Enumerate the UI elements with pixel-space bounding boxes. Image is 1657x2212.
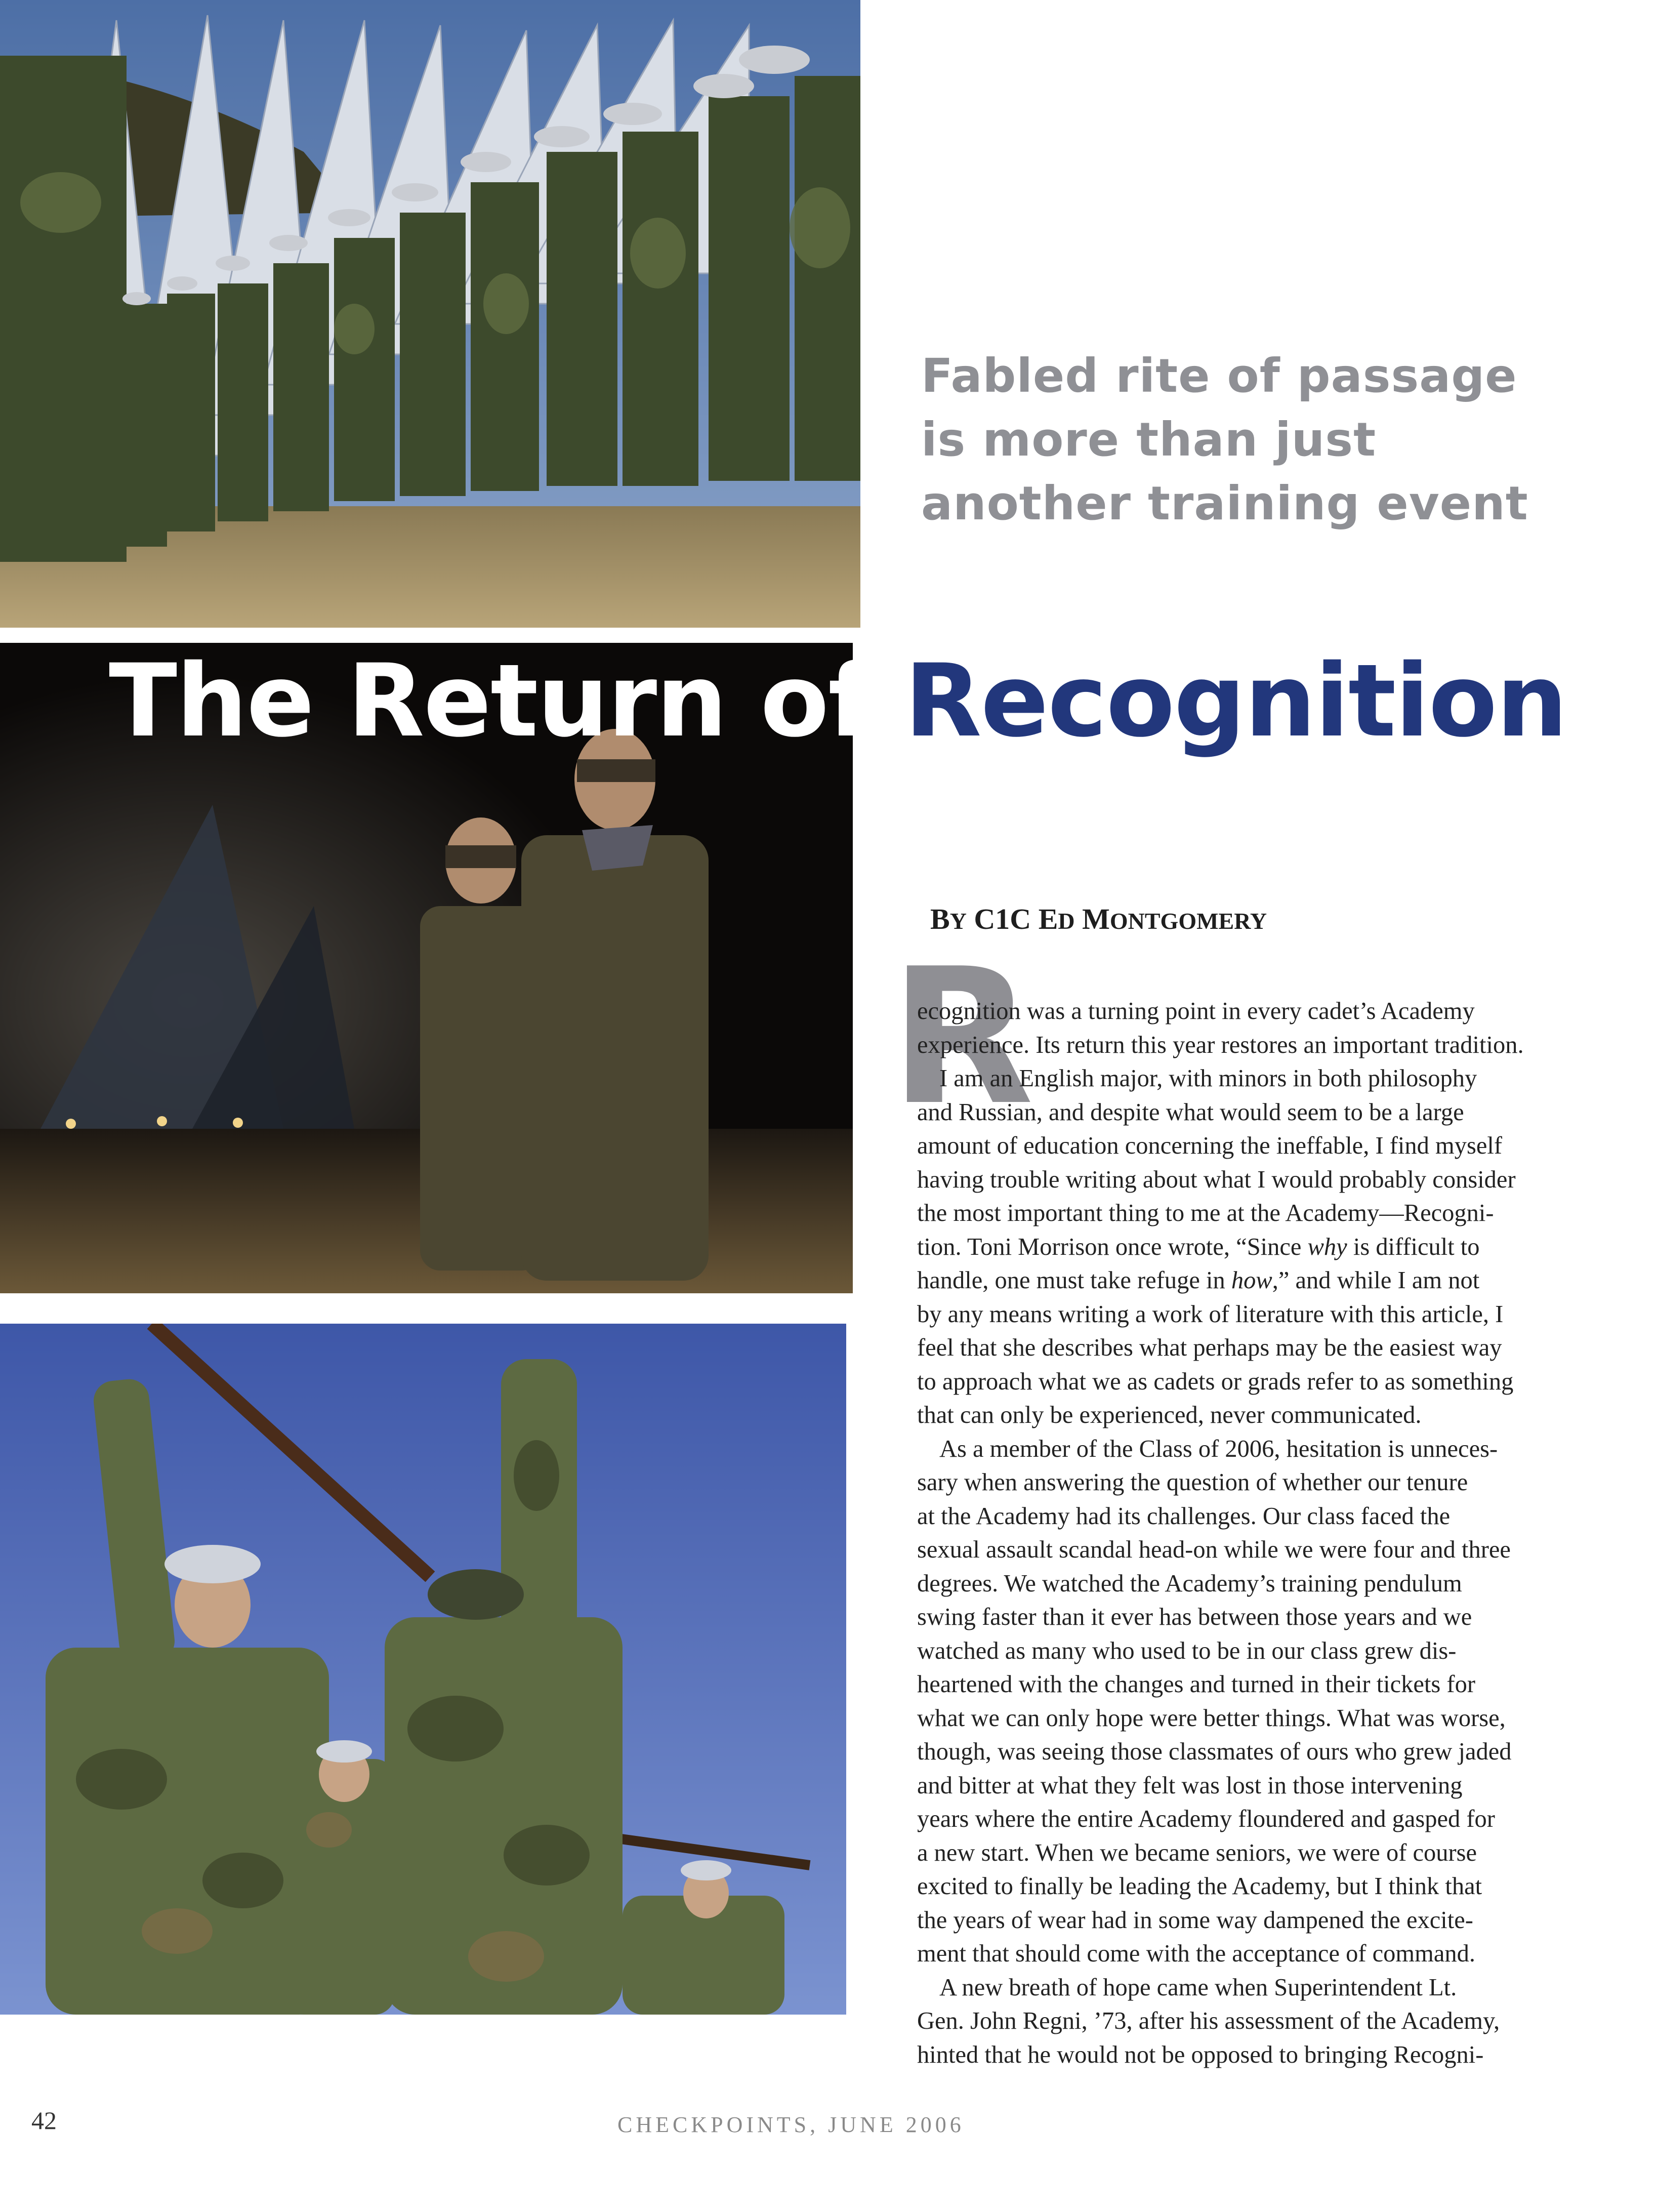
- body-line: A new breath of hope came when Superintendent Lt.: [939, 1974, 1457, 2001]
- body-line: though, was seeing those classmates of ours who grew jaded: [917, 1738, 1512, 1765]
- body-line: Gen. John Regni, ’73, after his assessment of the Academy,: [917, 2008, 1500, 2034]
- article-headline: [109, 635, 1566, 767]
- photo-cadets-in-line: [0, 0, 860, 628]
- byline-by: BY: [930, 903, 967, 935]
- body-line: what we can only hope were better things. What was worse,: [917, 1704, 1506, 1732]
- body-line: a new start. When we became seniors, we were of course: [917, 1839, 1477, 1866]
- body-line: at the Academy had its challenges. Our class faced the: [917, 1502, 1451, 1530]
- deck-line: another training event: [921, 476, 1528, 530]
- drop-cap: R: [890, 929, 1034, 1146]
- body-line: years where the entire Academy floundered and gasped for: [917, 1806, 1495, 1832]
- body-line: sexual assault scandal head-on while we were four and three: [917, 1536, 1511, 1563]
- deck-line: is more than just: [921, 413, 1377, 467]
- body-line: excited to finally be leading the Academy, but I think that: [917, 1873, 1482, 1900]
- body-line: by any means writing a work of literature with this article, I: [917, 1300, 1504, 1328]
- headline-part-blue: Recognition: [904, 642, 1567, 759]
- page-number: 42: [31, 2106, 57, 2135]
- body-line: As a member of the Class of 2006, hesitation is unneces-: [939, 1435, 1498, 1462]
- body-line: having trouble writing about what I would probably consider: [917, 1166, 1516, 1193]
- body-line: degrees. We watched the Academy’s training pendulum: [917, 1570, 1462, 1597]
- body-line: I am an English major, with minors in both philosophy: [939, 1065, 1477, 1092]
- body-line: the years of wear had in some way dampened the excite-: [917, 1906, 1473, 1934]
- body-line: that can only be experienced, never communicated.: [917, 1402, 1422, 1428]
- body-line: tion. Toni Morrison once wrote, “Since why is difficult to: [917, 1233, 1480, 1260]
- body-line: handle, one must take refuge in how,” and while I am not: [917, 1267, 1480, 1294]
- body-line: to approach what we as cadets or grads refer to as something: [917, 1368, 1514, 1395]
- body-line: heartened with the changes and turned in their tickets for: [917, 1671, 1475, 1698]
- body-line: feel that she describes what perhaps may be the easiest way: [917, 1334, 1502, 1361]
- publication-footer: CHECKPOINTS, JUNE 2006: [617, 2112, 965, 2137]
- body-line: hinted that he would not be opposed to bringing Recogni-: [917, 2041, 1484, 2068]
- article-deck: [921, 344, 1579, 536]
- body-line: the most important thing to me at the Academy—Recogni-: [917, 1200, 1494, 1226]
- body-line: amount of education concerning the ineffable, I find myself: [917, 1132, 1502, 1159]
- photo-cadets-with-rifles: [0, 1324, 846, 2015]
- article-body: [917, 995, 1590, 2072]
- byline-last-name: MONTGOMERY: [1082, 903, 1267, 935]
- body-line: ecognition was a turning point in every cadet’s Academy: [917, 998, 1475, 1025]
- body-line: ment that should come with the acceptance of command.: [917, 1940, 1475, 1967]
- byline-first-name: ED: [1038, 903, 1075, 935]
- body-line: and bitter at what they felt was lost in those intervening: [917, 1772, 1463, 1799]
- body-line: watched as many who used to be in our class grew dis-: [917, 1637, 1457, 1664]
- body-line: and Russian, and despite what would seem to be a large: [917, 1098, 1464, 1126]
- deck-line: Fabled rite of passage: [921, 349, 1517, 403]
- body-line: sary when answering the question of whether our tenure: [917, 1469, 1468, 1496]
- byline-rank: C1C: [974, 903, 1031, 935]
- headline-part-white: The Return of: [109, 642, 905, 759]
- body-line: swing faster than it ever has between those years and we: [917, 1604, 1472, 1630]
- body-line: experience. Its return this year restores an important tradition.: [917, 1031, 1524, 1058]
